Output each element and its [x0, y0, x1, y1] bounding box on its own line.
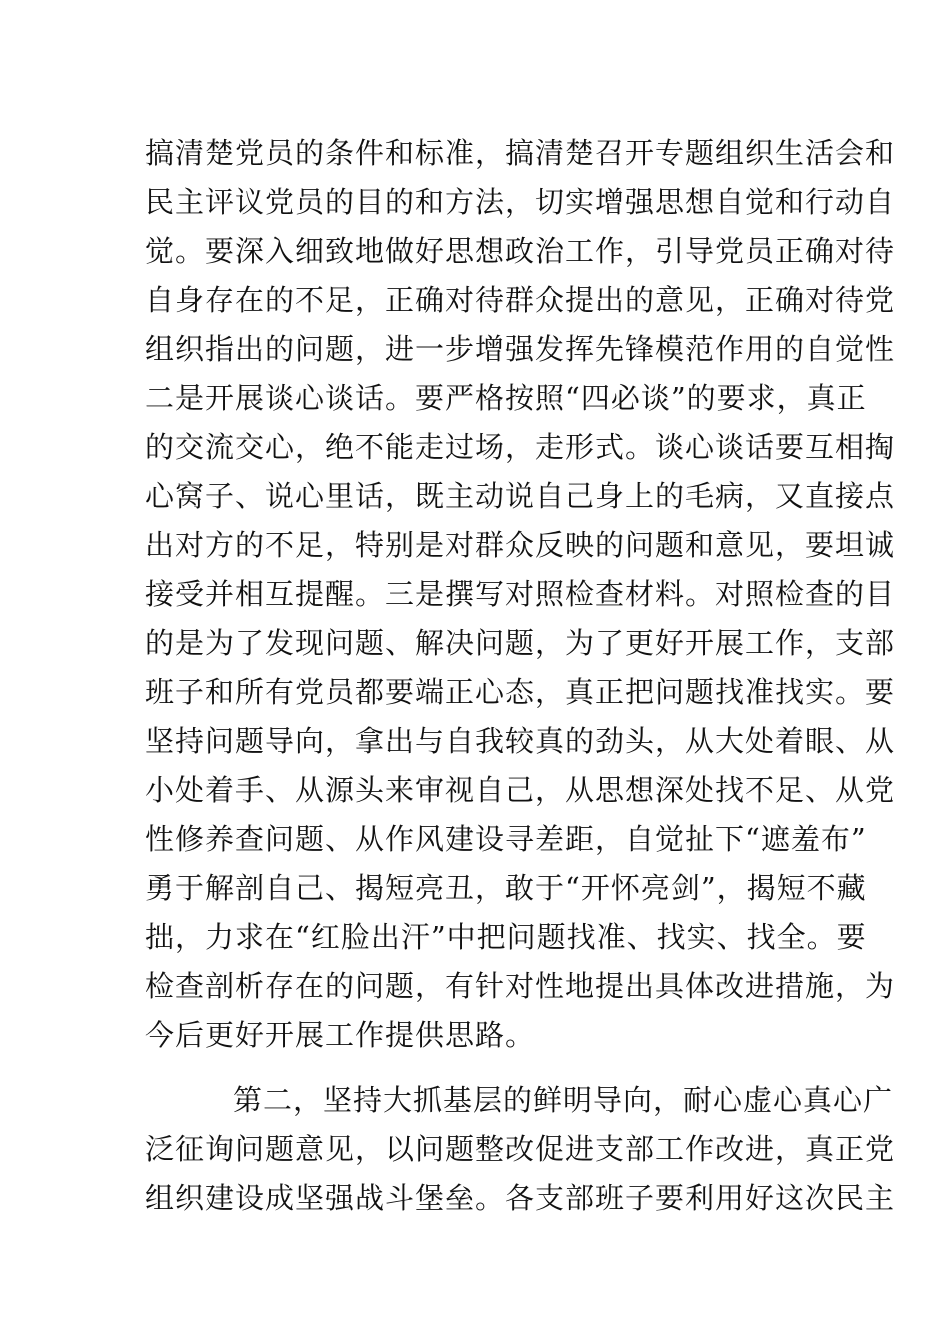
- text-line: 搞清楚党员的条件和标准，搞清楚召开专题组织生活会和: [145, 136, 896, 170]
- text-line: 心窝子、说心里话，既主动说自己身上的毛病，又直接点: [145, 479, 896, 513]
- text-line: 民主评议党员的目的和方法，切实增强思想自觉和行动自: [145, 185, 896, 219]
- text-line: 今后更好开展工作提供思路。: [145, 1018, 536, 1052]
- text-line: 班子和所有党员都要端正心态，真正把问题找准找实。要: [145, 675, 896, 709]
- text-line: 性修养查问题、从作风建设寻差距，自觉扯下“遮羞布”: [145, 822, 867, 856]
- text-line: 觉。要深入细致地做好思想政治工作，引导党员正确对待: [145, 234, 896, 268]
- text-line: 组织指出的问题，进一步增强发挥先锋模范作用的自觉性: [145, 332, 896, 366]
- text-line: 泛征询问题意见，以问题整改促进支部工作改进，真正党: [145, 1132, 896, 1166]
- text-line: 二是开展谈心谈话。要严格按照“四必谈”的要求，真正: [145, 381, 867, 415]
- text-line: 小处着手、从源头来审视自己，从思想深处找不足、从党: [145, 773, 896, 807]
- text-line: 的交流交心，绝不能走过场，走形式。谈心谈话要互相掏: [145, 430, 896, 464]
- text-line: 组织建设成坚强战斗堡垒。各支部班子要利用好这次民主: [145, 1181, 896, 1215]
- text-line: 坚持问题导向，拿出与自我较真的劲头，从大处着眼、从: [145, 724, 896, 758]
- text-line: 出对方的不足，特别是对群众反映的问题和意见，要坦诚: [145, 528, 896, 562]
- text-line: 的是为了发现问题、解决问题，为了更好开展工作，支部: [145, 626, 896, 660]
- text-line: 拙，力求在“红脸出汗”中把问题找准、找实、找全。要: [145, 920, 867, 954]
- text-line: 勇于解剖自己、揭短亮丑，敢于“开怀亮剑”，揭短不藏: [145, 871, 867, 905]
- text-line: 接受并相互提醒。三是撰写对照检查材料。对照检查的目: [145, 577, 896, 611]
- text-line: 自身存在的不足，正确对待群众提出的意见，正确对待党: [145, 283, 896, 317]
- text-line: 检查剖析存在的问题，有针对性地提出具体改进措施，为: [145, 969, 896, 1003]
- paragraph-first-line: 第二，坚持大抓基层的鲜明导向，耐心虚心真心广: [233, 1083, 894, 1117]
